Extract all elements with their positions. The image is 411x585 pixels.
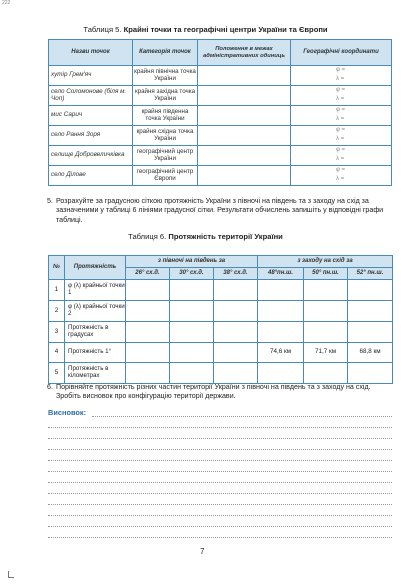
row-label: Протяжність 1°: [65, 343, 126, 363]
value-cell[interactable]: [126, 280, 170, 301]
value-cell[interactable]: [348, 363, 393, 384]
answer-line[interactable]: [48, 460, 392, 461]
table5-row: [49, 166, 392, 186]
corner-mark: 222: [2, 0, 11, 6]
value-cell[interactable]: [304, 280, 348, 301]
longitude-label: λ =: [336, 95, 345, 102]
coordinates-cell[interactable]: [291, 166, 392, 186]
conclusion-line[interactable]: [92, 416, 392, 417]
row-label: φ (λ) крайньої точки 1: [65, 280, 126, 301]
point-name: село Ділове: [49, 166, 133, 186]
point-name: хутір Грем'яч: [49, 66, 133, 86]
table5-header-coords: Географічні координати: [291, 40, 392, 66]
table5-header-name: Назви точок: [49, 40, 133, 66]
longitude-label: λ =: [336, 155, 345, 162]
value-cell[interactable]: [348, 301, 393, 322]
table6-header-no: №: [49, 256, 65, 280]
table6-row: [49, 322, 393, 343]
crop-mark: [8, 571, 14, 578]
table5-caption: [0, 25, 411, 34]
answer-line[interactable]: [48, 427, 392, 428]
point-name: мис Сарич: [49, 106, 133, 126]
point-category: крайня південна точка України: [133, 106, 198, 126]
coordinates-cell[interactable]: [291, 106, 392, 126]
admin-position-cell[interactable]: [198, 106, 291, 126]
answer-line[interactable]: [48, 471, 392, 472]
value-cell[interactable]: [258, 363, 304, 384]
row-number: 1: [49, 280, 65, 301]
admin-position-cell[interactable]: [198, 66, 291, 86]
latitude-label: φ =: [336, 107, 346, 113]
table6-sub-50n: 50° пн.ш.: [304, 268, 348, 280]
admin-position-cell[interactable]: [198, 126, 291, 146]
task5-number: 5.: [47, 197, 53, 205]
point-name: село Соломонове (біля м. Чоп): [49, 86, 133, 106]
value-cell[interactable]: [258, 301, 304, 322]
value-cell[interactable]: [258, 322, 304, 343]
coordinates-cell[interactable]: [291, 86, 392, 106]
answer-line[interactable]: [48, 449, 392, 450]
latitude-label: φ =: [336, 67, 346, 73]
table5-caption-prefix: Таблиця 5.: [83, 25, 124, 34]
row-label: Протяжність в градусах: [65, 322, 126, 343]
value-cell[interactable]: 74,6 км: [258, 343, 304, 363]
table5-row: [49, 126, 392, 146]
value-cell[interactable]: [126, 301, 170, 322]
table6-caption-prefix: Таблиця 6.: [128, 232, 169, 241]
table6-row: [49, 363, 393, 384]
coordinates-cell[interactable]: [291, 146, 392, 166]
table6-header-row-1: [49, 256, 393, 268]
longitude-label: λ =: [336, 175, 345, 182]
value-cell[interactable]: [258, 280, 304, 301]
answer-line[interactable]: [48, 537, 392, 538]
longitude-label: λ =: [336, 135, 345, 142]
table5-row: [49, 146, 392, 166]
task5-text: Розрахуйте за градусною сіткою протяжність України з півночі на південь та з заходу на схід за зазначеними у таблиці 6 лініями градусної сітки. Результати обчислень запишіть у відповідні графи таблиці.: [56, 197, 384, 224]
coordinates-cell[interactable]: [291, 126, 392, 146]
table6-sub-26e: 26° сх.д.: [126, 268, 170, 280]
table5-caption-title: Крайні точки та географічні центри України та Європи: [123, 25, 328, 34]
task6-text: Порівняйте протяжність різних частин території України з півночі на південь та з заходу на схід. Зробіть висновок про конфігурацію території держави.: [56, 383, 371, 401]
table5-header-row: [49, 40, 392, 66]
value-cell[interactable]: [170, 280, 214, 301]
point-category: географічний центр Європи: [133, 166, 198, 186]
point-name: село Рання Зоря: [49, 126, 133, 146]
table5-row: [49, 106, 392, 126]
table6-row: [49, 343, 393, 363]
table6-sub-38e: 38° сх.д.: [214, 268, 258, 280]
value-cell[interactable]: [170, 322, 214, 343]
task6: [47, 383, 392, 402]
table-extreme-points: [48, 39, 392, 186]
value-cell[interactable]: [126, 343, 170, 363]
value-cell[interactable]: [214, 301, 258, 322]
answer-line[interactable]: [48, 504, 392, 505]
value-cell[interactable]: [126, 363, 170, 384]
table6-header-extent: Протяжність: [65, 256, 126, 280]
table6-caption: [0, 232, 411, 241]
answer-line[interactable]: [48, 482, 392, 483]
table6-header-west-east: з заходу на схід за: [258, 256, 393, 268]
table6-row: [49, 301, 393, 322]
latitude-label: φ =: [336, 87, 346, 93]
page-number: 7: [200, 547, 205, 556]
value-cell[interactable]: [170, 343, 214, 363]
table5-row: [49, 86, 392, 106]
coordinates-cell[interactable]: [291, 66, 392, 86]
value-cell[interactable]: [304, 322, 348, 343]
row-number: 3: [49, 322, 65, 343]
table5-header-admin: Положення в межах адміністративних одиниць: [198, 40, 291, 66]
value-cell[interactable]: [304, 363, 348, 384]
value-cell[interactable]: [214, 322, 258, 343]
row-number: 5: [49, 363, 65, 384]
answer-line[interactable]: [48, 493, 392, 494]
latitude-label: φ =: [336, 127, 346, 133]
point-category: крайня східна точка України: [133, 126, 198, 146]
longitude-label: λ =: [336, 115, 345, 122]
conclusion-label: Висновок:: [48, 408, 87, 417]
table-extent: [48, 255, 393, 384]
latitude-label: φ =: [336, 167, 346, 173]
table6-header-north-south: з півночі на південь за: [126, 256, 258, 268]
value-cell[interactable]: [348, 280, 393, 301]
admin-position-cell[interactable]: [198, 86, 291, 106]
table6-row: [49, 280, 393, 301]
value-cell[interactable]: [214, 280, 258, 301]
row-label: Протяжність в кілометрах: [65, 363, 126, 384]
row-number: 4: [49, 343, 65, 363]
answer-line[interactable]: [48, 515, 392, 516]
table6-sub-48n: 48°пн.ш.: [258, 268, 304, 280]
table5-header-category: Категорія точок: [133, 40, 198, 66]
point-category: крайня північна точка України: [133, 66, 198, 86]
answer-line[interactable]: [48, 526, 392, 527]
latitude-label: φ =: [336, 147, 346, 153]
value-cell[interactable]: 71,7 км: [304, 343, 348, 363]
point-name: селище Добровеличківка: [49, 146, 133, 166]
value-cell[interactable]: 68,8 км: [348, 343, 393, 363]
point-category: крайня західна точка України: [133, 86, 198, 106]
row-label: φ (λ) крайньої точки 2: [65, 301, 126, 322]
row-number: 2: [49, 301, 65, 322]
table6-caption-title: Протяжність території України: [168, 232, 283, 241]
task6-number: 6.: [47, 383, 53, 391]
admin-position-cell[interactable]: [198, 146, 291, 166]
table6-sub-52n: 52° пн.ш.: [348, 268, 393, 280]
value-cell[interactable]: [348, 322, 393, 343]
value-cell[interactable]: [126, 322, 170, 343]
longitude-label: λ =: [336, 75, 345, 82]
value-cell[interactable]: [170, 363, 214, 384]
value-cell[interactable]: [214, 343, 258, 363]
value-cell[interactable]: [304, 301, 348, 322]
task5: [47, 197, 392, 225]
value-cell[interactable]: [214, 363, 258, 384]
table5-row: [49, 66, 392, 86]
answer-line[interactable]: [48, 438, 392, 439]
admin-position-cell[interactable]: [198, 166, 291, 186]
value-cell[interactable]: [170, 301, 214, 322]
table6-sub-30e: 30° сх.д.: [170, 268, 214, 280]
point-category: географічний центр України: [133, 146, 198, 166]
